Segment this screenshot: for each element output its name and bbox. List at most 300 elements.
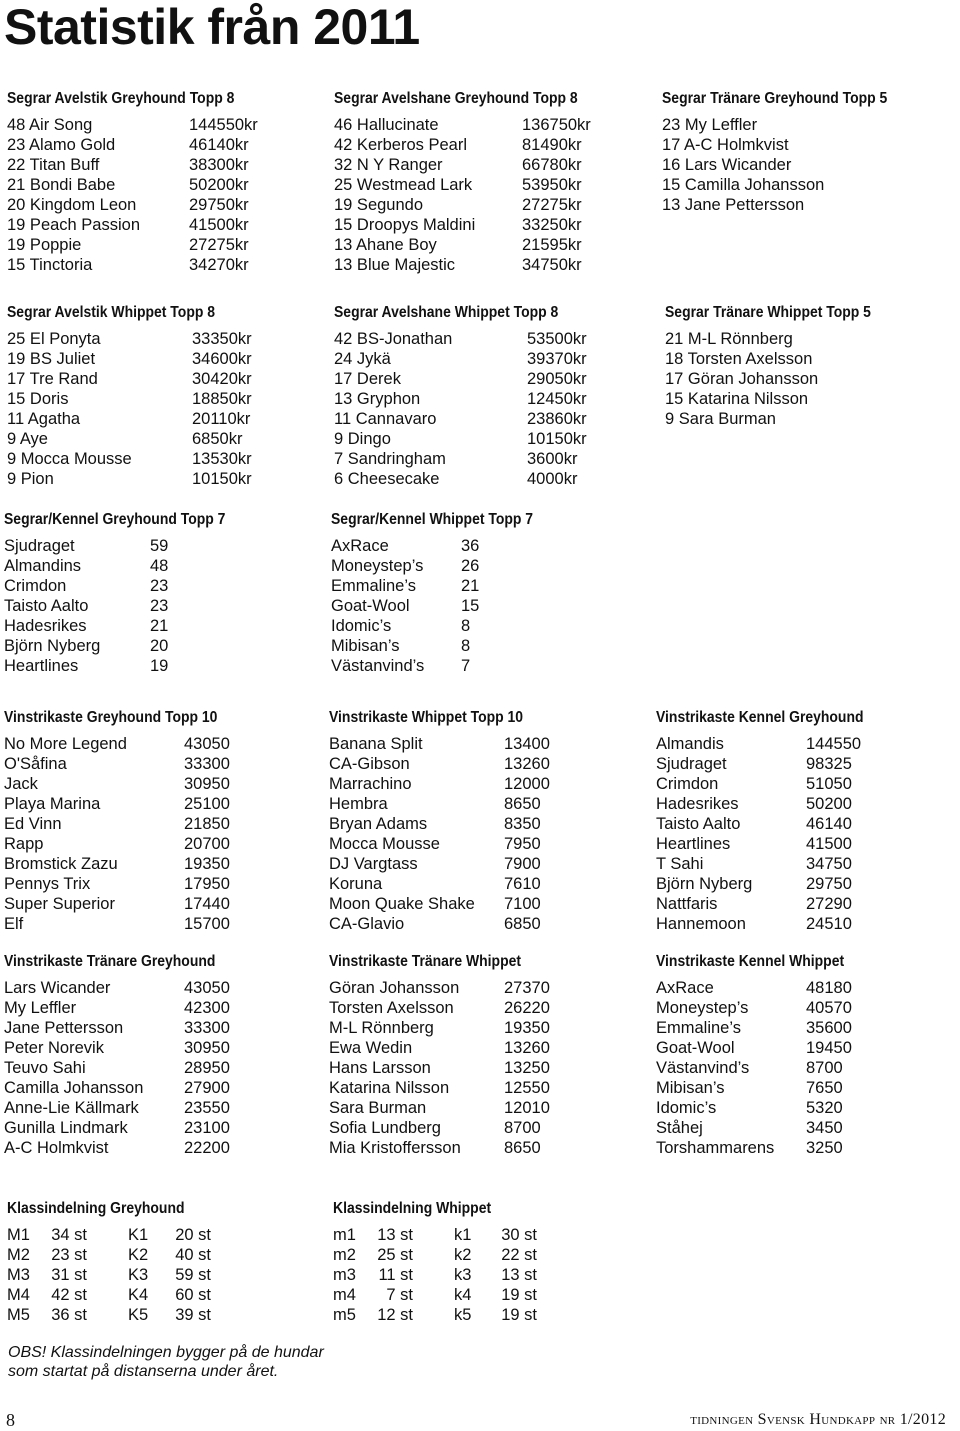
list-item	[656, 1018, 946, 1038]
list-item	[334, 215, 634, 235]
item-name: Björn Nyberg	[4, 637, 101, 655]
item-name: Banana Split	[329, 735, 423, 753]
item-value: 42300	[184, 999, 230, 1017]
item-name: Bryan Adams	[329, 815, 428, 833]
item-value: 19350	[184, 855, 230, 873]
list-item	[665, 349, 955, 369]
section-heading: Segrar/Kennel Greyhound Topp 7	[4, 511, 226, 528]
list-item	[334, 329, 634, 349]
item-name: Peter Norevik	[4, 1039, 104, 1057]
list-item	[7, 429, 307, 449]
item-name: Gunilla Lindmark	[4, 1119, 128, 1137]
class-count: 59 st	[175, 1266, 211, 1284]
item-value: 27900	[184, 1079, 230, 1097]
item-value: 27275kr	[522, 196, 582, 214]
section-heading: Segrar Avelshane Whippet Topp 8	[334, 304, 559, 321]
item-value: 7	[461, 657, 471, 675]
section-vinst-kennel-whippet	[656, 952, 946, 1158]
item-name: Pennys Trix	[4, 875, 91, 893]
list-item	[656, 754, 946, 774]
stat-list	[665, 329, 955, 429]
list-item	[4, 774, 304, 794]
item-name: Emmaline’s	[656, 1019, 741, 1037]
list-item	[656, 978, 946, 998]
stat-list	[656, 734, 946, 934]
class-count: 60 st	[175, 1286, 211, 1304]
list-item	[329, 894, 629, 914]
item-name: 42 Kerberos Pearl	[334, 136, 467, 154]
list-item	[656, 1038, 946, 1058]
list-item	[331, 576, 631, 596]
list-item	[331, 596, 631, 616]
list-item	[656, 854, 946, 874]
item-name: T Sahi	[656, 855, 704, 873]
item-value: 13260	[504, 755, 550, 773]
list-item	[4, 1098, 304, 1118]
item-name: Super Superior	[4, 895, 115, 913]
list-item	[329, 734, 629, 754]
item-name: Camilla Johansson	[4, 1079, 144, 1097]
list-item	[7, 409, 307, 429]
item-name: 21 M-L Rönnberg	[665, 330, 793, 348]
class-code: m2	[333, 1246, 356, 1264]
list-item	[334, 389, 634, 409]
class-code: K1	[128, 1226, 149, 1244]
section-heading: Vinstrikaste Whippet Topp 10	[329, 709, 524, 726]
section-heading: Vinstrikaste Kennel Greyhound	[656, 709, 864, 726]
class-count: 36 st	[51, 1306, 87, 1324]
item-value: 3250	[806, 1139, 843, 1157]
section-heading: Vinstrikaste Kennel Whippet	[656, 953, 845, 970]
item-value: 33300	[184, 755, 230, 773]
section-heading: Vinstrikaste Greyhound Topp 10	[4, 709, 218, 726]
item-name: Moneystep’s	[331, 557, 424, 575]
list-item	[4, 656, 304, 676]
item-value: 18850kr	[192, 390, 252, 408]
item-name: AxRace	[331, 537, 389, 555]
list-item	[7, 469, 307, 489]
list-item	[329, 814, 629, 834]
item-name: Hannemoon	[656, 915, 746, 933]
item-value: 46140	[806, 815, 852, 833]
class-count: 12 st	[377, 1306, 413, 1324]
item-name: Emmaline’s	[331, 577, 416, 595]
section-vinst-whippet	[329, 708, 629, 934]
item-name: DJ Vargtass	[329, 855, 418, 873]
item-name: Mibisan’s	[656, 1079, 725, 1097]
stat-list	[662, 115, 952, 215]
item-value: 17950	[184, 875, 230, 893]
section-avelstik-greyhound	[7, 89, 307, 275]
item-name: 42 BS-Jonathan	[334, 330, 453, 348]
item-value: 23860kr	[527, 410, 587, 428]
item-name: 25 Westmead Lark	[334, 176, 473, 194]
item-name: 15 Katarina Nilsson	[665, 390, 809, 408]
item-value: 29050kr	[527, 370, 587, 388]
item-value: 21	[150, 617, 169, 635]
item-name: Crimdon	[4, 577, 67, 595]
class-count: 20 st	[175, 1226, 211, 1244]
item-name: 22 Titan Buff	[7, 156, 100, 174]
class-code: K4	[128, 1286, 149, 1304]
stat-list	[4, 978, 304, 1158]
section-heading: Segrar Tränare Greyhound Topp 5	[662, 90, 888, 107]
item-name: 25 El Ponyta	[7, 330, 101, 348]
item-name: Bromstick Zazu	[4, 855, 118, 873]
item-name: Mia Kristoffersson	[329, 1139, 461, 1157]
item-value: 27290	[806, 895, 852, 913]
section-heading: Segrar/Kennel Whippet Topp 7	[331, 511, 534, 528]
list-item	[334, 155, 634, 175]
item-value: 26220	[504, 999, 550, 1017]
item-value: 15700	[184, 915, 230, 933]
list-item	[656, 834, 946, 854]
item-value: 29750kr	[189, 196, 249, 214]
item-value: 12450kr	[527, 390, 587, 408]
list-item	[656, 734, 946, 754]
item-name: 7 Sandringham	[334, 450, 446, 468]
item-value: 20	[150, 637, 169, 655]
item-name: Sjudraget	[656, 755, 727, 773]
list-item	[662, 115, 952, 135]
item-name: 13 Jane Pettersson	[662, 196, 805, 214]
list-item	[4, 894, 304, 914]
item-name: Torsten Axelsson	[329, 999, 454, 1017]
item-name: 24 Jykä	[334, 350, 391, 368]
item-value: 3600kr	[527, 450, 578, 468]
item-name: 23 My Leffler	[662, 116, 758, 134]
list-item	[4, 1038, 304, 1058]
item-value: 24510	[806, 915, 852, 933]
item-name: Mocca Mousse	[329, 835, 440, 853]
item-name: Anne-Lie Källmark	[4, 1099, 139, 1117]
class-code: m3	[333, 1266, 356, 1284]
obs-line-2: som startat på distanserna under året.	[8, 1363, 279, 1380]
list-item	[329, 1058, 629, 1078]
stat-list	[329, 734, 629, 934]
item-value: 21595kr	[522, 236, 582, 254]
item-name: 16 Lars Wicander	[662, 156, 792, 174]
list-item	[4, 978, 304, 998]
item-value: 13530kr	[192, 450, 252, 468]
list-item	[4, 616, 304, 636]
list-item	[4, 814, 304, 834]
item-name: Mibisan’s	[331, 637, 400, 655]
list-item	[4, 1118, 304, 1138]
item-name: AxRace	[656, 979, 714, 997]
class-row	[7, 1245, 307, 1265]
item-name: My Leffler	[4, 999, 77, 1017]
class-code: M3	[7, 1266, 30, 1284]
list-item	[4, 734, 304, 754]
item-value: 15	[461, 597, 480, 615]
list-item	[7, 235, 307, 255]
list-item	[662, 155, 952, 175]
section-heading: Segrar Avelshane Greyhound Topp 8	[334, 90, 578, 107]
item-value: 12010	[504, 1099, 550, 1117]
list-item	[7, 449, 307, 469]
item-value: 6850	[504, 915, 541, 933]
class-count: 23 st	[51, 1246, 87, 1264]
list-item	[331, 536, 631, 556]
item-name: 9 Dingo	[334, 430, 391, 448]
item-value: 6850kr	[192, 430, 243, 448]
item-value: 10150kr	[527, 430, 587, 448]
list-item	[656, 1098, 946, 1118]
list-item	[4, 998, 304, 1018]
item-value: 59	[150, 537, 169, 555]
item-value: 20700	[184, 835, 230, 853]
item-value: 33350kr	[192, 330, 252, 348]
item-name: 19 Peach Passion	[7, 216, 141, 234]
item-value: 34750	[806, 855, 852, 873]
item-name: 20 Kingdom Leon	[7, 196, 137, 214]
list-item	[4, 1138, 304, 1158]
item-name: 19 Segundo	[334, 196, 424, 214]
list-item	[334, 135, 634, 155]
list-item	[7, 369, 307, 389]
item-name: Lars Wicander	[4, 979, 111, 997]
item-name: 18 Torsten Axelsson	[665, 350, 813, 368]
list-item	[656, 894, 946, 914]
item-name: O'Såfina	[4, 755, 67, 773]
class-row	[7, 1285, 307, 1305]
section-kennel-greyhound	[4, 510, 304, 676]
section-heading: Vinstrikaste Tränare Whippet	[329, 953, 522, 970]
list-item	[7, 135, 307, 155]
list-item	[4, 1078, 304, 1098]
item-name: Rapp	[4, 835, 44, 853]
class-row	[7, 1305, 307, 1325]
item-value: 34600kr	[192, 350, 252, 368]
obs-line-1: OBS! Klassindelningen bygger på de hundar	[8, 1344, 324, 1361]
list-item	[329, 1098, 629, 1118]
item-name: Jack	[4, 775, 38, 793]
item-value: 23	[150, 577, 169, 595]
list-item	[662, 195, 952, 215]
class-code: M5	[7, 1306, 30, 1324]
list-item	[4, 874, 304, 894]
item-value: 51050	[806, 775, 852, 793]
item-name: Hadesrikes	[656, 795, 739, 813]
item-value: 3450	[806, 1119, 843, 1137]
class-code: M4	[7, 1286, 30, 1304]
item-value: 50200	[806, 795, 852, 813]
class-code: k4	[454, 1286, 472, 1304]
item-name: 9 Aye	[7, 430, 48, 448]
item-value: 136750kr	[522, 116, 591, 134]
list-item	[334, 175, 634, 195]
item-value: 48	[150, 557, 169, 575]
item-name: Marrachino	[329, 775, 412, 793]
item-value: 30950	[184, 775, 230, 793]
class-count: 42 st	[51, 1286, 87, 1304]
item-value: 13260	[504, 1039, 550, 1057]
item-value: 10150kr	[192, 470, 252, 488]
list-item	[656, 1138, 946, 1158]
item-name: Koruna	[329, 875, 383, 893]
item-value: 29750	[806, 875, 852, 893]
list-item	[7, 175, 307, 195]
item-name: Elf	[4, 915, 24, 933]
section-heading: Segrar Avelstik Whippet Topp 8	[7, 304, 215, 321]
list-item	[329, 1038, 629, 1058]
item-name: 17 A-C Holmkvist	[662, 136, 789, 154]
item-name: CA-Gibson	[329, 755, 410, 773]
item-value: 33250kr	[522, 216, 582, 234]
item-value: 7610	[504, 875, 541, 893]
section-heading: Vinstrikaste Tränare Greyhound	[4, 953, 216, 970]
item-name: Moon Quake Shake	[329, 895, 475, 913]
item-value: 8	[461, 637, 471, 655]
list-item	[656, 1058, 946, 1078]
item-value: 53500kr	[527, 330, 587, 348]
list-item	[334, 349, 634, 369]
section-heading: Segrar Avelstik Greyhound Topp 8	[7, 90, 235, 107]
item-name: 15 Doris	[7, 390, 69, 408]
item-value: 48180	[806, 979, 852, 997]
obs-note	[8, 1343, 428, 1381]
list-item	[329, 834, 629, 854]
list-item	[334, 235, 634, 255]
class-count: 22 st	[501, 1246, 537, 1264]
item-value: 25100	[184, 795, 230, 813]
list-item	[331, 616, 631, 636]
item-value: 144550kr	[189, 116, 258, 134]
list-item	[329, 754, 629, 774]
stat-list	[329, 978, 629, 1158]
item-value: 53950kr	[522, 176, 582, 194]
list-item	[662, 135, 952, 155]
list-item	[329, 998, 629, 1018]
list-item	[329, 854, 629, 874]
page-number: 8	[6, 1410, 15, 1430]
list-item	[4, 636, 304, 656]
stat-list	[334, 329, 634, 489]
item-name: 19 Poppie	[7, 236, 82, 254]
class-count: 30 st	[501, 1226, 537, 1244]
item-name: 9 Sara Burman	[665, 410, 776, 428]
list-item	[334, 429, 634, 449]
list-item	[656, 1118, 946, 1138]
item-name: 21 Bondi Babe	[7, 176, 116, 194]
item-name: Sjudraget	[4, 537, 75, 555]
item-name: M-L Rönnberg	[329, 1019, 434, 1037]
list-item	[329, 1018, 629, 1038]
item-value: 98325	[806, 755, 852, 773]
item-value: 30420kr	[192, 370, 252, 388]
class-count: 7 st	[386, 1286, 413, 1304]
list-item	[329, 978, 629, 998]
list-item	[331, 636, 631, 656]
item-value: 7100	[504, 895, 541, 913]
item-name: Nattfaris	[656, 895, 718, 913]
class-count: 25 st	[377, 1246, 413, 1264]
list-item	[334, 195, 634, 215]
class-count: 34 st	[51, 1226, 87, 1244]
list-item	[4, 576, 304, 596]
item-value: 5320	[806, 1099, 843, 1117]
item-name: Sofia Lundberg	[329, 1119, 441, 1137]
item-name: 23 Alamo Gold	[7, 136, 116, 154]
item-name: Hadesrikes	[4, 617, 87, 635]
item-value: 41500kr	[189, 216, 249, 234]
item-value: 30950	[184, 1039, 230, 1057]
section-tranare-greyhound	[662, 89, 952, 215]
item-name: Sara Burman	[329, 1099, 427, 1117]
list-item	[329, 774, 629, 794]
section-heading: Segrar Tränare Whippet Topp 5	[665, 304, 871, 321]
list-item	[4, 794, 304, 814]
class-code: m5	[333, 1306, 356, 1324]
item-name: 46 Hallucinate	[334, 116, 439, 134]
list-item	[656, 814, 946, 834]
item-value: 8650	[504, 795, 541, 813]
class-code: M1	[7, 1226, 30, 1244]
item-value: 40570	[806, 999, 852, 1017]
item-value: 4000kr	[527, 470, 578, 488]
item-name: 6 Cheesecake	[334, 470, 440, 488]
list-item	[4, 536, 304, 556]
section-vinst-greyhound	[4, 708, 304, 934]
class-row	[333, 1265, 633, 1285]
class-row	[333, 1245, 633, 1265]
item-name: Ed Vinn	[4, 815, 62, 833]
list-item	[331, 556, 631, 576]
class-code: k5	[454, 1306, 472, 1324]
item-value: 7950	[504, 835, 541, 853]
class-row	[7, 1265, 307, 1285]
list-item	[665, 409, 955, 429]
class-grid	[333, 1225, 633, 1325]
class-row	[7, 1225, 307, 1245]
stat-list	[334, 115, 634, 275]
item-name: Katarina Nilsson	[329, 1079, 450, 1097]
section-tranare-whippet	[665, 303, 955, 429]
item-name: Ewa Wedin	[329, 1039, 413, 1057]
item-value: 35600	[806, 1019, 852, 1037]
item-value: 43050	[184, 979, 230, 997]
list-item	[334, 115, 634, 135]
item-value: 23	[150, 597, 169, 615]
list-item	[4, 596, 304, 616]
list-item	[7, 215, 307, 235]
item-value: 20110kr	[192, 410, 251, 428]
item-value: 13400	[504, 735, 550, 753]
item-value: 38300kr	[189, 156, 249, 174]
stat-list	[331, 536, 631, 676]
item-name: 17 Göran Johansson	[665, 370, 819, 388]
item-value: 43050	[184, 735, 230, 753]
class-code: k2	[454, 1246, 472, 1264]
item-name: Goat-Wool	[656, 1039, 735, 1057]
list-item	[334, 255, 634, 275]
item-name: Torshammarens	[656, 1139, 775, 1157]
list-item	[334, 369, 634, 389]
list-item	[656, 914, 946, 934]
item-name: Göran Johansson	[329, 979, 460, 997]
list-item	[665, 329, 955, 349]
list-item	[662, 175, 952, 195]
item-name: Taisto Aalto	[4, 597, 89, 615]
stat-list	[4, 734, 304, 934]
item-name: Hans Larsson	[329, 1059, 431, 1077]
list-item	[656, 1078, 946, 1098]
item-name: Almandis	[656, 735, 724, 753]
list-item	[7, 329, 307, 349]
list-item	[329, 914, 629, 934]
item-name: Björn Nyberg	[656, 875, 753, 893]
